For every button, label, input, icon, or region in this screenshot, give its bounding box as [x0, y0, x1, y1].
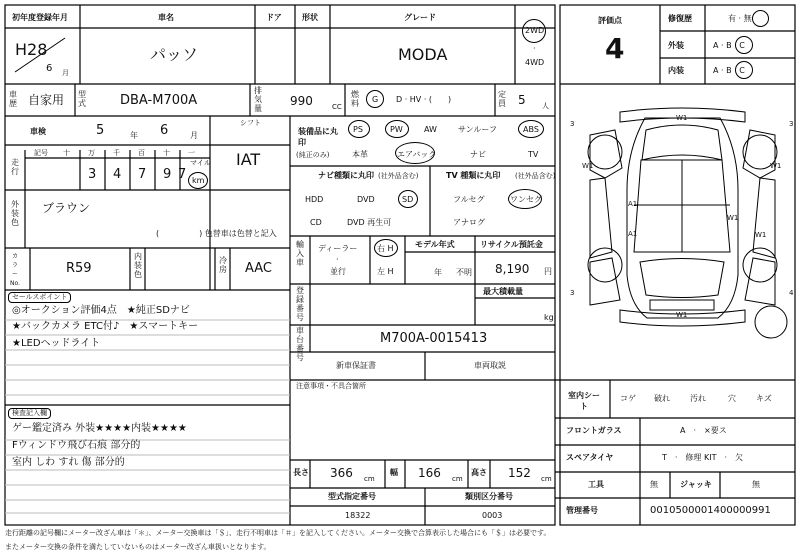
mileage-sign-label: 記号: [34, 149, 48, 157]
tools-label: 工具: [588, 480, 604, 489]
import-left-h: 左 H: [377, 267, 394, 276]
import-right-h: 右 H: [377, 244, 394, 253]
diagram-a1: A1: [628, 230, 638, 238]
equipment-sub: (純正のみ): [296, 151, 330, 159]
sales-line: ★LEDヘッドライト: [12, 338, 101, 349]
jack-label: ジャッキ: [680, 480, 712, 489]
jack-value: 無: [752, 480, 760, 489]
equip-leather: 本革: [352, 150, 368, 159]
ac-label: 冷房: [219, 256, 227, 274]
mileage-digit: 7: [178, 167, 187, 182]
ac-value: AAC: [245, 261, 272, 276]
footer-note: 走行距離の記号欄にメーター改ざん車は「＊」、メーター交換車は「＄」、走行不明車は「＃」を記入してください。メーター交換で合算表示した場合にも「＄」は必要です。: [5, 529, 551, 537]
navi-title: ナビ種類に丸印: [318, 171, 374, 180]
chassis-label: 車台番号: [296, 326, 304, 362]
diagram-w1: W1: [582, 162, 594, 170]
max-load-label: 最大積載量: [483, 287, 523, 296]
navi-hdd: HDD: [305, 195, 324, 204]
sales-line: ◎オークション評価4点 ★純正SDナビ: [12, 305, 190, 316]
max-load-unit: kg: [544, 313, 554, 322]
grade-value: MODA: [398, 45, 448, 64]
usage-value: 自家用: [28, 93, 65, 107]
recycle-value: 8,190: [495, 262, 530, 276]
reg-month-unit: 月: [62, 69, 69, 77]
navi-dvd: DVD: [357, 195, 375, 204]
mgmt-value: 0010500001400000991: [650, 505, 771, 516]
inspection-month: 6: [160, 123, 169, 138]
repair-history-label: 修復歴: [668, 14, 692, 23]
navi-cd: CD: [310, 218, 322, 227]
navi-sd: SD: [402, 195, 414, 204]
seat-label: 室内シート: [568, 391, 600, 411]
cc-unit: CC: [332, 103, 342, 111]
ext-color-value: ブラウン: [42, 201, 91, 215]
reg-era: H28: [15, 40, 48, 59]
navi-dvd-play: DVD 再生可: [347, 218, 392, 227]
diagram-w1: W1: [727, 214, 739, 222]
eval-point-label: 評価点: [598, 16, 622, 25]
tv-analog: アナログ: [453, 218, 485, 227]
inspector-line: Fウィンドウ飛び石痕 部分的: [12, 440, 141, 451]
model-year-label: モデル年式: [415, 240, 455, 249]
width-label: 幅: [390, 468, 398, 477]
equip-navi: ナビ: [470, 150, 486, 159]
seat-tear: 破れ: [654, 394, 670, 403]
fuel-label: 燃料: [351, 90, 359, 108]
interior-circle: [735, 61, 753, 79]
model-label: 型式: [78, 90, 86, 108]
car-name-value: パッソ: [150, 45, 199, 64]
height-unit: cm: [541, 475, 552, 483]
import-label: 輸入車: [296, 240, 304, 267]
fuel-options: D · HV · ( ): [396, 95, 452, 104]
length-unit: cm: [364, 475, 375, 483]
width-unit: cm: [452, 475, 463, 483]
diagram-tag: 3: [570, 120, 575, 128]
height-value: 152: [508, 466, 531, 480]
first-reg-label: 初年度登録年月: [12, 13, 68, 22]
diagram-w1: W1: [770, 162, 782, 170]
repair-circle: [752, 10, 769, 27]
seat-hole: 穴: [728, 394, 736, 403]
length-label: 長さ: [293, 468, 309, 477]
equip-tv: TV: [528, 150, 539, 159]
inspection-year: 5: [96, 123, 105, 138]
eval-score: 4: [605, 32, 625, 65]
tv-sub: (社外品含む): [515, 172, 556, 180]
mileage-digit: 7: [138, 167, 147, 182]
reg-no-label: 登録番号: [296, 286, 304, 322]
footer-note: またメーター交換の条件を満たしていないものはメーター改ざん車扱いとなります。: [5, 543, 271, 551]
spare-label: スペアタイヤ: [566, 453, 614, 462]
mile-label: マイル: [190, 159, 211, 167]
glass-value: A · ×要ス: [680, 426, 727, 435]
import-parallel: 並行: [330, 267, 346, 276]
color-no-label: カラーNo.: [10, 253, 20, 287]
inspection-year-unit: 年: [130, 131, 138, 140]
seat-burn: コゲ: [620, 394, 636, 403]
car-name-label: 車名: [158, 13, 174, 22]
equip-abs: ABS: [523, 125, 539, 134]
mileage-label: 走行: [11, 158, 19, 176]
ext-color-label: 外装色: [11, 200, 19, 227]
equipment-label: 装備品に丸印: [298, 127, 338, 147]
inspection-month-unit: 月: [190, 131, 198, 140]
mileage-unit-100: 百: [138, 149, 145, 157]
exterior-label: 外装: [668, 41, 684, 50]
warranty-label: 新車保証書: [336, 361, 376, 370]
tv-oneseg: ワンセグ: [510, 195, 542, 204]
recycle-unit: 円: [544, 267, 552, 276]
mileage-digit: 4: [113, 167, 122, 182]
shift-label: シフト: [240, 119, 261, 127]
color-change-note: ( ) 色替車は色替と記入: [156, 229, 277, 238]
mileage-unit-10k: 万: [88, 149, 95, 157]
chassis-value: M700A-0015413: [380, 331, 488, 346]
km-label: km: [192, 176, 205, 185]
exterior-circle: [735, 36, 753, 54]
diagram-tag: 4: [789, 289, 794, 297]
drive-sep: ·: [533, 44, 536, 53]
notes-label: 注意事項・不具合箇所: [296, 382, 366, 390]
mileage-digit: 9: [163, 167, 172, 182]
sales-line: ★バックカメラ ETC付♪ ★スマートキー: [12, 321, 199, 332]
mileage-unit-1k: 千: [113, 149, 120, 157]
width-value: 166: [418, 466, 441, 480]
exterior-options: A · B · C: [713, 41, 745, 50]
equip-sunroof: サンルーフ: [458, 125, 497, 134]
equip-aw: AW: [424, 125, 437, 134]
interior-options: A · B · C: [713, 66, 745, 75]
shift-value: IAT: [236, 150, 261, 169]
height-label: 高さ: [471, 468, 487, 477]
capacity-label: 定員: [498, 90, 506, 108]
import-dealer: ディーラー: [318, 244, 358, 253]
equip-ps: PS: [353, 125, 363, 134]
manual-label: 車両取説: [474, 361, 506, 370]
tv-title: TV 種類に丸印: [446, 171, 501, 180]
inspector-label: 検査記入欄: [8, 408, 51, 419]
mileage-digit: 3: [88, 167, 97, 182]
grade-label: グレード: [404, 13, 436, 22]
inspector-line: ゲー鑑定済み 外装★★★★内装★★★★: [12, 423, 187, 434]
tv-fullseg: フルセグ: [453, 195, 485, 204]
diagram-tag: 3: [570, 289, 575, 297]
displacement-value: 990: [290, 94, 313, 108]
repair-options: 有 · 無: [728, 14, 752, 23]
mileage-unit-10: 十: [163, 149, 170, 157]
shape-label: 形状: [302, 13, 318, 22]
drive-2wd: 2WD: [525, 26, 545, 35]
model-year-unknown: 不明: [456, 268, 472, 277]
mileage-unit-10m: 十: [63, 149, 70, 157]
mileage-unit-1: 一: [188, 149, 195, 157]
reg-month: 6: [46, 63, 53, 74]
import-dot: ·: [336, 255, 339, 264]
class-no-value: 0003: [482, 511, 503, 520]
usage-label: 車歴: [9, 90, 17, 108]
length-value: 366: [330, 466, 353, 480]
capacity-unit: 人: [542, 102, 549, 110]
diagram-a1: A1: [628, 200, 638, 208]
type-no-value: 18322: [345, 511, 371, 520]
navi-sub: (社外品含む): [378, 172, 419, 180]
inspection-label: 車検: [30, 127, 46, 136]
diagram-tag: 3: [789, 120, 794, 128]
sales-point-label: セールスポイント: [8, 292, 71, 303]
fuel-selected: G: [372, 95, 379, 104]
diagram-w1: W1: [676, 114, 688, 122]
model-year-unit: 年: [434, 268, 442, 277]
diagram-w1: W1: [676, 311, 688, 319]
glass-label: フロントガラス: [566, 426, 622, 435]
spare-value: T · 修理 KIT · 欠: [662, 453, 744, 462]
class-no-label: 類別区分番号: [465, 492, 513, 501]
mgmt-label: 管理番号: [566, 506, 598, 515]
recycle-label: リサイクル預託金: [480, 240, 543, 249]
inspector-line: 室内 しわ すれ 傷 部分的: [12, 457, 125, 468]
capacity-value: 5: [518, 93, 526, 107]
model-value: DBA-M700A: [120, 93, 198, 108]
seat-dirt: 汚れ: [690, 394, 706, 403]
type-no-label: 型式指定番号: [328, 492, 376, 501]
equip-airbag: エアバック: [397, 150, 437, 159]
door-label: ドア: [266, 13, 282, 22]
int-color-label: 内装色: [134, 252, 142, 279]
interior-label: 内装: [668, 66, 684, 75]
seat-scratch: キズ: [756, 394, 772, 403]
tools-value: 無: [650, 480, 658, 489]
diagram-w1: W1: [755, 231, 767, 239]
color-no-value: R59: [66, 261, 92, 276]
drive-4wd: 4WD: [525, 58, 545, 67]
displacement-label: 排気量: [254, 86, 262, 113]
equip-pw: PW: [390, 125, 403, 134]
